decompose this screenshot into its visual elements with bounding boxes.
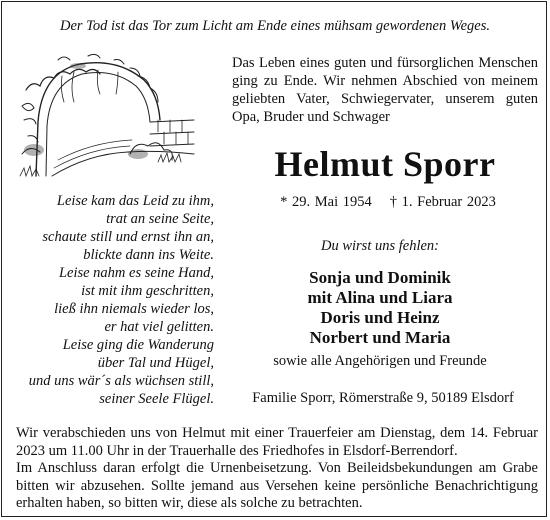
- mourner-line: Doris und Heinz: [320, 308, 440, 327]
- poem-line: seiner Seele Flügel.: [99, 391, 214, 407]
- poem-line: ist mit ihm geschritten,: [81, 283, 214, 299]
- family-address: Familie Sporr, Römerstraße 9, 50189 Elsdorf: [252, 390, 514, 406]
- poem-line: er hat viel gelitten.: [104, 319, 214, 335]
- poem: [10, 192, 214, 408]
- death-date: † 1. Februar 2023: [389, 194, 496, 210]
- poem-line: über Tal und Hügel,: [97, 355, 214, 371]
- miss-line: Du wirst uns fehlen:: [320, 238, 439, 254]
- motto: Der Tod ist das Tor zum Licht am Ende eines mühsam gewordenen Weges.: [59, 18, 491, 34]
- funeral-info: [16, 425, 538, 513]
- funeral-info-paragraph: Im Anschluss daran erfolgt die Urnenbeisetzung. Von Beileidsbekundungen am Grabe bitten wir abzusehen. Sollte jemand aus Versehen keine persönliche Benachrichtigung erhalten haben, so bitten wir, diese als solche zu betrachten.: [16, 460, 538, 511]
- mourner-line: Norbert und Maria: [309, 328, 451, 347]
- relatives-line: sowie alle Angehörigen und Freunde: [273, 353, 487, 369]
- birth-date: * 29. Mai 1954: [280, 194, 372, 210]
- mourner-line: Sonja und Dominik: [309, 268, 451, 287]
- garden-gate-sketch: [18, 50, 196, 182]
- poem-line: und uns wär´s als wüchsen still,: [28, 373, 214, 389]
- poem-line: ließ ihn niemals wieder los,: [54, 301, 214, 317]
- obituary-notice: [1, 1, 547, 517]
- poem-line: Leise kam das Leid zu ihm,: [56, 193, 214, 209]
- poem-line: schaute still und ernst ihn an,: [42, 229, 214, 245]
- intro-text: Das Leben eines guten und fürsorglichen Menschen ging zu Ende. Wir nehmen Abschied von meinem geliebten Vater, Schwiegervater, unserem guten Opa, Bruder und Schwager: [232, 55, 538, 125]
- life-dates: [238, 194, 538, 211]
- poem-line: Leise ging die Wanderung: [62, 337, 214, 353]
- poem-line: blickte dann ins Weite.: [83, 247, 214, 263]
- poem-line: trat an seine Seite,: [106, 211, 214, 227]
- poem-line: Leise nahm es seine Hand,: [58, 265, 214, 281]
- funeral-info-paragraph: Wir verabschieden uns von Helmut mit einer Trauerfeier am Dienstag, dem 14. Februar 2023 um 11.00 Uhr in der Trauerhalle des Friedhofes in Elsdorf-Berrendorf.: [16, 425, 538, 459]
- mourners-list: [226, 268, 534, 348]
- mourner-line: mit Alina und Liara: [307, 288, 453, 307]
- deceased-name: Helmut Sporr: [274, 144, 496, 184]
